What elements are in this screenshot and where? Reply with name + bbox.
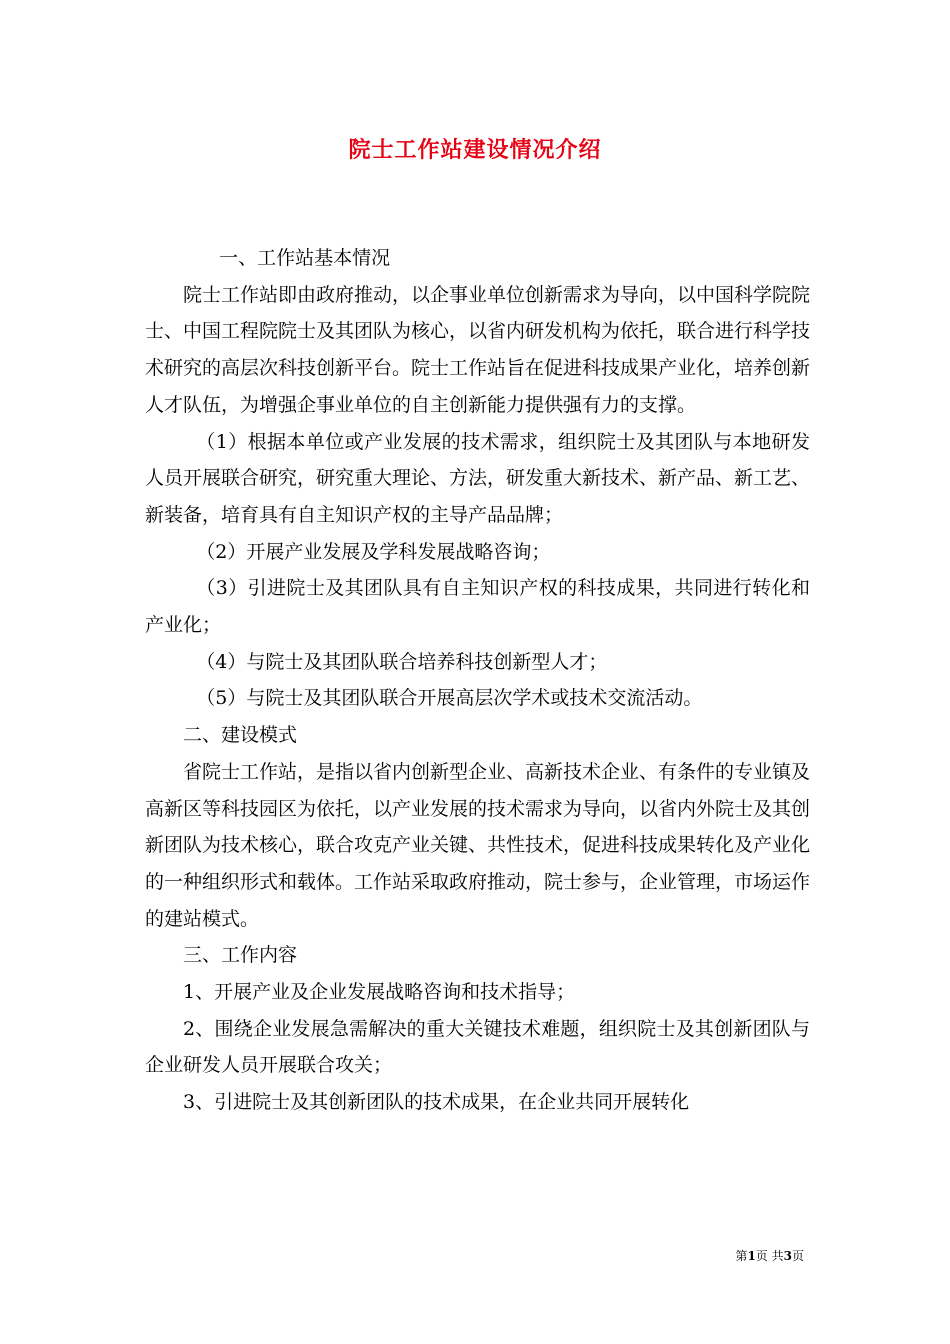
- paragraph: 省院士工作站，是指以省内创新型企业、高新技术企业、有条件的专业镇及高新区等科技园区为依托，以产业发展的技术需求为导向，以省内外院士及其创新团队为技术核心，联合攻克产业关键、共性技术，促进科技成果转化及产业化的一种组织形式和载体。工作站采取政府推动，院士参与，企业管理，市场运作的建站模式。: [145, 760, 811, 930]
- page-number: [735, 1248, 804, 1264]
- current-page: 1: [747, 1249, 756, 1263]
- total-pages: 3: [783, 1249, 792, 1263]
- page-prefix: 第: [735, 1249, 748, 1263]
- list-item: 2、围绕企业发展急需解决的重大关键技术难题，组织院士及其创新团队与企业研发人员开展联合攻关；: [145, 1017, 810, 1077]
- list-item: （5）与院士及其团队联合开展高层次学术或技术交流活动。: [196, 687, 703, 710]
- list-item: （4）与院士及其团队联合培养科技创新型人才；: [196, 650, 608, 673]
- paragraph: 院士工作站即由政府推动，以企事业单位创新需求为导向，以中国科学院院士、中国工程院院士及其团队为核心，以省内研发机构为依托，联合进行科学技术研究的高层次科技创新平台。院士工作站旨在促进科技成果产业化，培养创新人才队伍，为增强企事业单位的自主创新能力提供强有力的支撑。: [145, 283, 811, 416]
- list-item: 3、引进院士及其创新团队的技术成果，在企业共同开展转化: [183, 1091, 690, 1114]
- document-title: 院士工作站建设情况介绍: [348, 137, 602, 163]
- page-suffix: 页: [791, 1249, 804, 1263]
- document-body: [145, 240, 810, 1121]
- section-heading: 一、工作站基本情况: [219, 247, 391, 269]
- section-heading: 二、建设模式: [183, 724, 298, 747]
- section-heading: 三、工作内容: [183, 944, 298, 967]
- list-item: （3）引进院士及其团队具有自主知识产权的科技成果，共同进行转化和产业化；: [145, 577, 810, 637]
- list-item: 1、开展产业及企业发展战略咨询和技术指导；: [183, 981, 576, 1004]
- list-item: （1）根据本单位或产业发展的技术需求，组织院士及其团队与本地研发人员开展联合研究，研究重大理论、方法，研发重大新技术、新产品、新工艺、新装备，培育具有自主知识产权的主导产品品牌；: [145, 430, 811, 526]
- page-middle: 页 共: [755, 1249, 784, 1263]
- list-item: （2）开展产业发展及学科发展战略咨询；: [196, 540, 551, 563]
